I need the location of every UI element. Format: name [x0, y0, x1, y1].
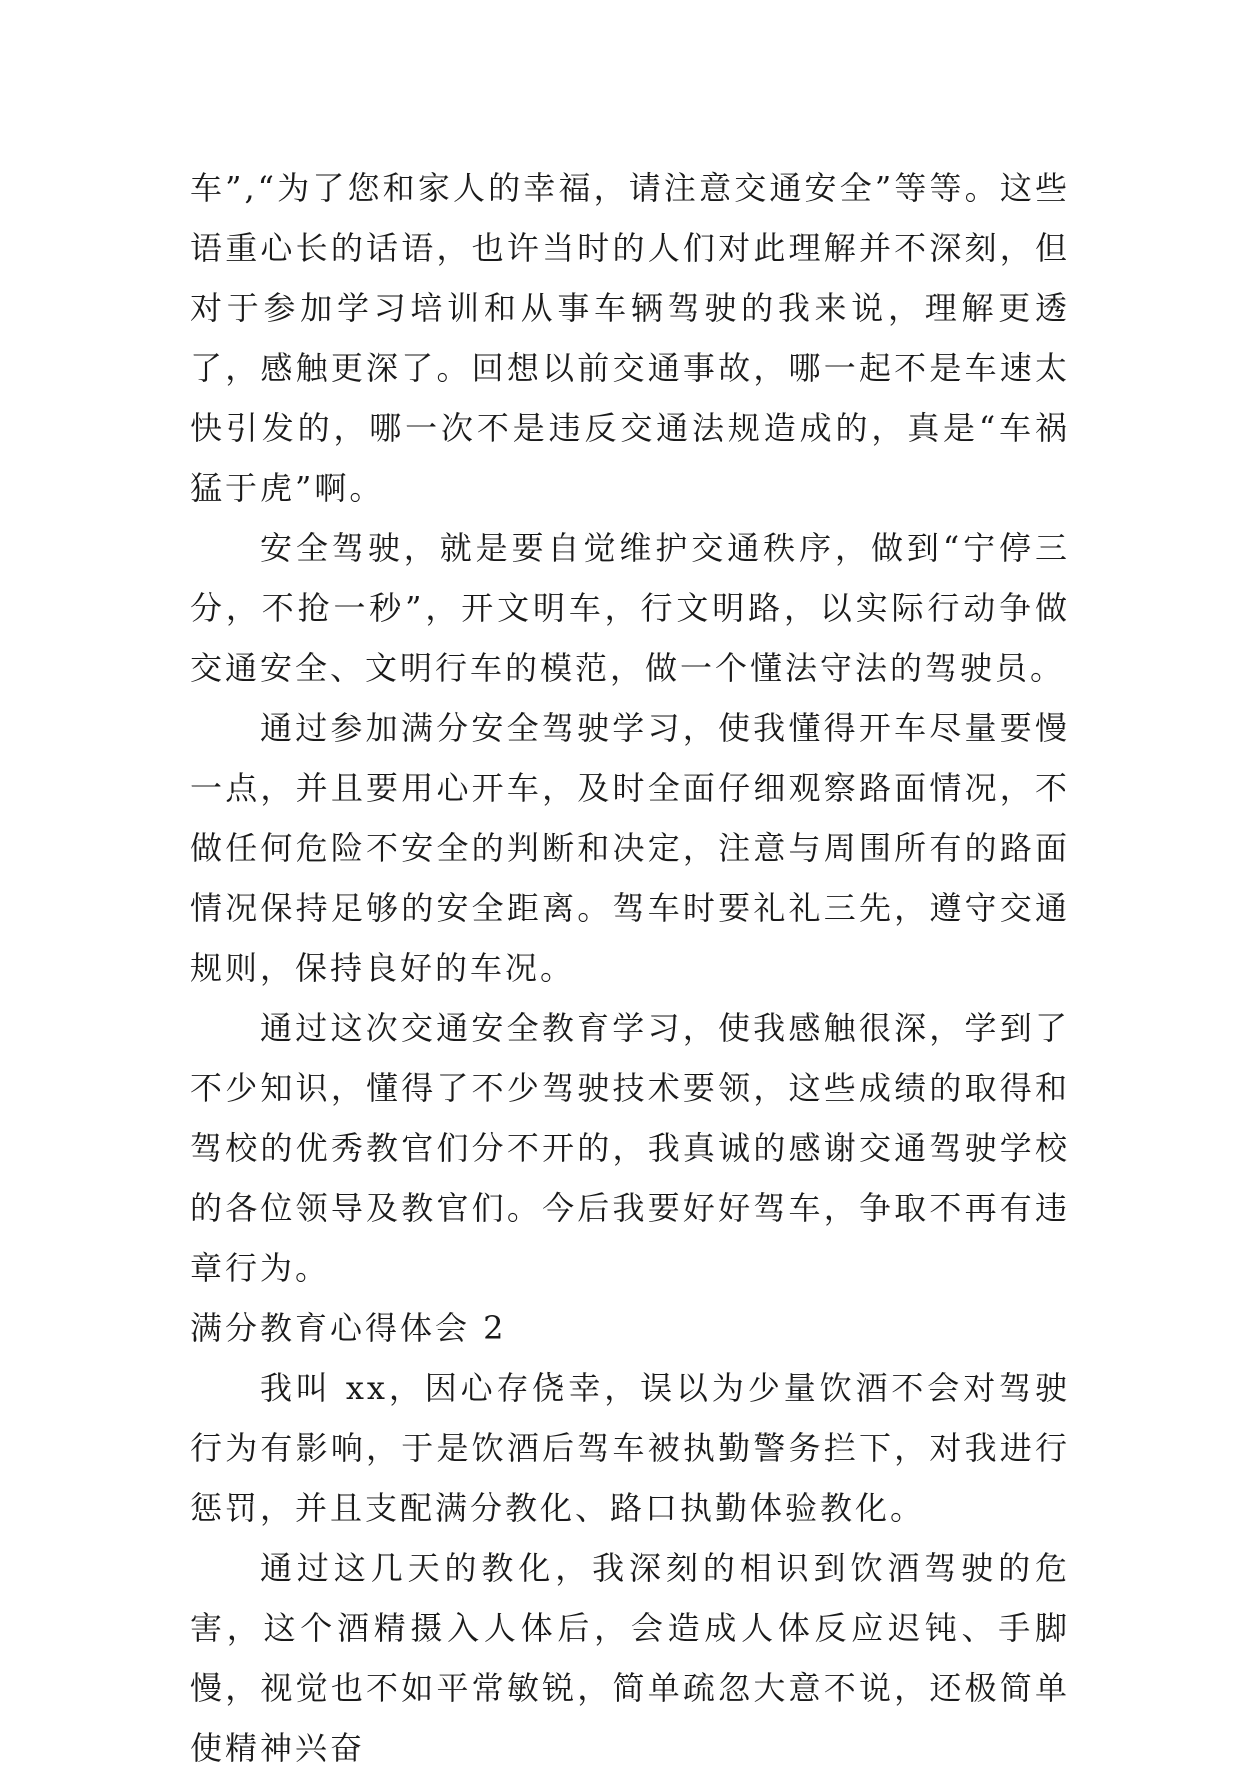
paragraph-introduction: 我叫 xx，因心存侥幸，误以为少量饮酒不会对驾驶行为有影响，于是饮酒后驾车被执勤警务拦下，对我进行惩罚，并且支配满分教化、路口执勤体验教化。 [190, 1369, 1070, 1527]
section-heading: 满分教育心得体会 2 [190, 1309, 507, 1347]
paragraph-continuation: 车”,“为了您和家人的幸福，请注意交通安全”等等。这些语重心长的话语，也许当时的人们对此理解并不深刻，但对于参加学习培训和从事车辆驾驶的我来说，理解更透了，感触更深了。回想以前交通事故，哪一起不是车速太快引发的，哪一次不是违反交通法规造成的，真是“车祸猛于虎”啊。 [190, 169, 1070, 507]
paragraph-gratitude: 通过这次交通安全教育学习，使我感触很深，学到了不少知识，懂得了不少驾驶技术要领，这些成绩的取得和驾校的优秀教官们分不开的，我真诚的感谢交通驾驶学校的各位领导及教官们。今后我要好好驾车，争取不再有违章行为。 [190, 1009, 1070, 1287]
paragraph-safe-driving: 安全驾驶，就是要自觉维护交通秩序，做到“宁停三分，不抢一秒”，开文明车，行文明路，以实际行动争做交通安全、文明行车的模范，做一个懂法守法的驾驶员。 [190, 529, 1070, 687]
paragraph-education: 通过这几天的教化，我深刻的相识到饮酒驾驶的危害，这个酒精摄入人体后，会造成人体反应迟钝、手脚慢，视觉也不如平常敏锐，简单疏忽大意不说，还极简单使精神兴奋 [190, 1549, 1070, 1767]
document-page [190, 158, 1070, 1778]
paragraph-full-score-study: 通过参加满分安全驾驶学习，使我懂得开车尽量要慢一点，并且要用心开车，及时全面仔细观察路面情况，不做任何危险不安全的判断和决定，注意与周围所有的路面情况保持足够的安全距离。驾车时要礼礼三先，遵守交通规则，保持良好的车况。 [190, 709, 1070, 987]
